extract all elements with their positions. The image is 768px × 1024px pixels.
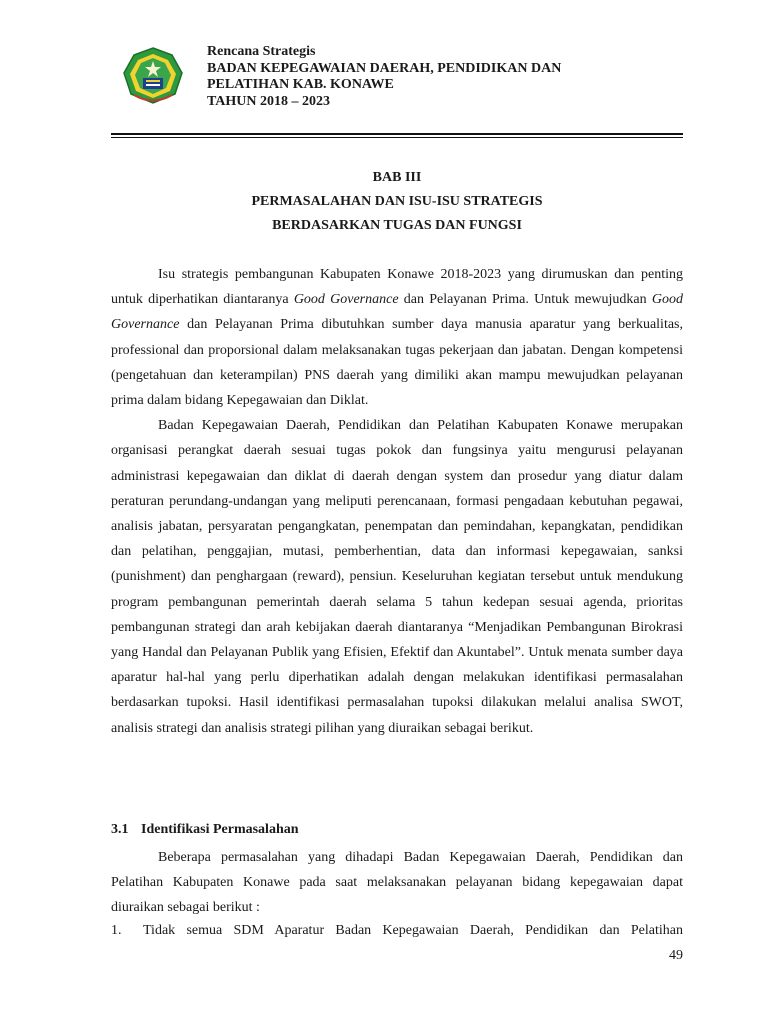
paragraph-2: Badan Kepegawaian Daerah, Pendidikan dan Pelatihan Kabupaten Konawe merupakan organisasi perangkat daerah sesuai tugas pokok dan fungsinya yaitu mengurusi pelayanan administrasi kepegawaian dan diklat di daerah dengan system dan prosedur yang diatur dalam peraturan perundang-undangan yang meliputi perencanaan, formasi pengadaan kebutuhan pegawai, analisis jabatan, persyaratan pengangkatan, penempatan dan pemindahan, kepangkatan, pendidikan dan pelatihan, penggajian, mutasi, pemberhentian, data dan informasi kepegawaian, sanksi (punishment) dan penghargaan (reward), pensiun. Keseluruhan kegiatan tersebut untuk mendukung program pembangunan pemerintah daerah selama 5 tahun kedepan sesuai agenda, prioritas pembangunan strategi dan arah kebijakan daerah diantaranya “Menjadikan Pembangunan Birokrasi yang Handal dan Pelayanan Publik yang Efisien, Efektif dan Akuntabel”. Untuk menata sumber daya aparatur hal-hal yang perlu diperhatikan adalah dengan melakukan identifikasi permasalahan berdasarkan tupoksi. Hasil identifikasi permasalahan tupoksi dilakukan melalui analisa SWOT, analisis strategi dan analisis strategi pilihan yang diuraikan sebagai berikut.: [111, 418, 683, 736]
header-agency-line1: BADAN KEPEGAWAIAN DAERAH, PENDIDIKAN DAN: [207, 60, 562, 76]
chapter-title-line1: PERMASALAHAN DAN ISU-ISU STRATEGIS: [251, 194, 543, 209]
document-header: [207, 44, 561, 110]
section-number: 3.1: [111, 822, 129, 837]
section-heading: [111, 818, 299, 842]
section-intro: [111, 845, 683, 920]
paragraph-1-part2: dan Pelayanan Prima. Untuk mewujudkan: [398, 292, 652, 308]
list-item: [111, 919, 683, 943]
paragraph-1: [111, 262, 683, 413]
list-item-text: Tidak semua SDM Aparatur Badan Kepegawaian Daerah, Pendidikan dan Pelatihan: [143, 923, 683, 938]
header-agency-line2: PELATIHAN KAB. KONAWE: [207, 77, 394, 92]
header-rule-thin: [111, 137, 683, 138]
paragraph-1-emphasis1: Good Governance: [293, 292, 399, 308]
chapter-number: BAB III: [372, 170, 422, 185]
header-doc-type: Rencana Strategis: [207, 44, 316, 59]
header-period: TAHUN 2018 – 2023: [207, 93, 331, 109]
page-number: 49: [669, 948, 683, 963]
paragraph-1-part3: dan Pelayanan Prima dibutuhkan sumber daya manusia aparatur yang berkualitas, professional dan proporsional dalam melaksanakan tugas pekerjaan dan jabatan. Dengan kompetensi (pengetahuan dan keterampilan) PNS daerah yang dimiliki akan mampu mewujudkan pelayanan prima dalam bidang Kepegawaian dan Diklat.: [111, 317, 683, 409]
paragraph-1-part1: Isu strategis pembangunan Kabupaten Konawe 2018-2023 yang dirumuskan dan penting untuk diperhatikan diantaranya: [111, 267, 683, 308]
paragraph-1-emphasis2: Good Governance: [111, 292, 683, 333]
chapter-title-line2: BERDASARKAN TUGAS DAN FUNGSI: [272, 218, 522, 233]
list-item-number: 1.: [111, 923, 122, 938]
chapter-heading: [111, 166, 683, 238]
section-paragraph: Beberapa permasalahan yang dihadapi Badan Kepegawaian Daerah, Pendidikan dan Pelatihan Kabupaten Konawe pada saat melaksanakan pelayanan bidang kepegawaian dapat diuraikan sebagai berikut :: [111, 850, 683, 915]
header-rule-thick: [111, 133, 683, 135]
konawe-regency-emblem-icon: [120, 46, 186, 106]
body-text: [111, 262, 683, 741]
section-title: Identifikasi Permasalahan: [141, 822, 299, 837]
